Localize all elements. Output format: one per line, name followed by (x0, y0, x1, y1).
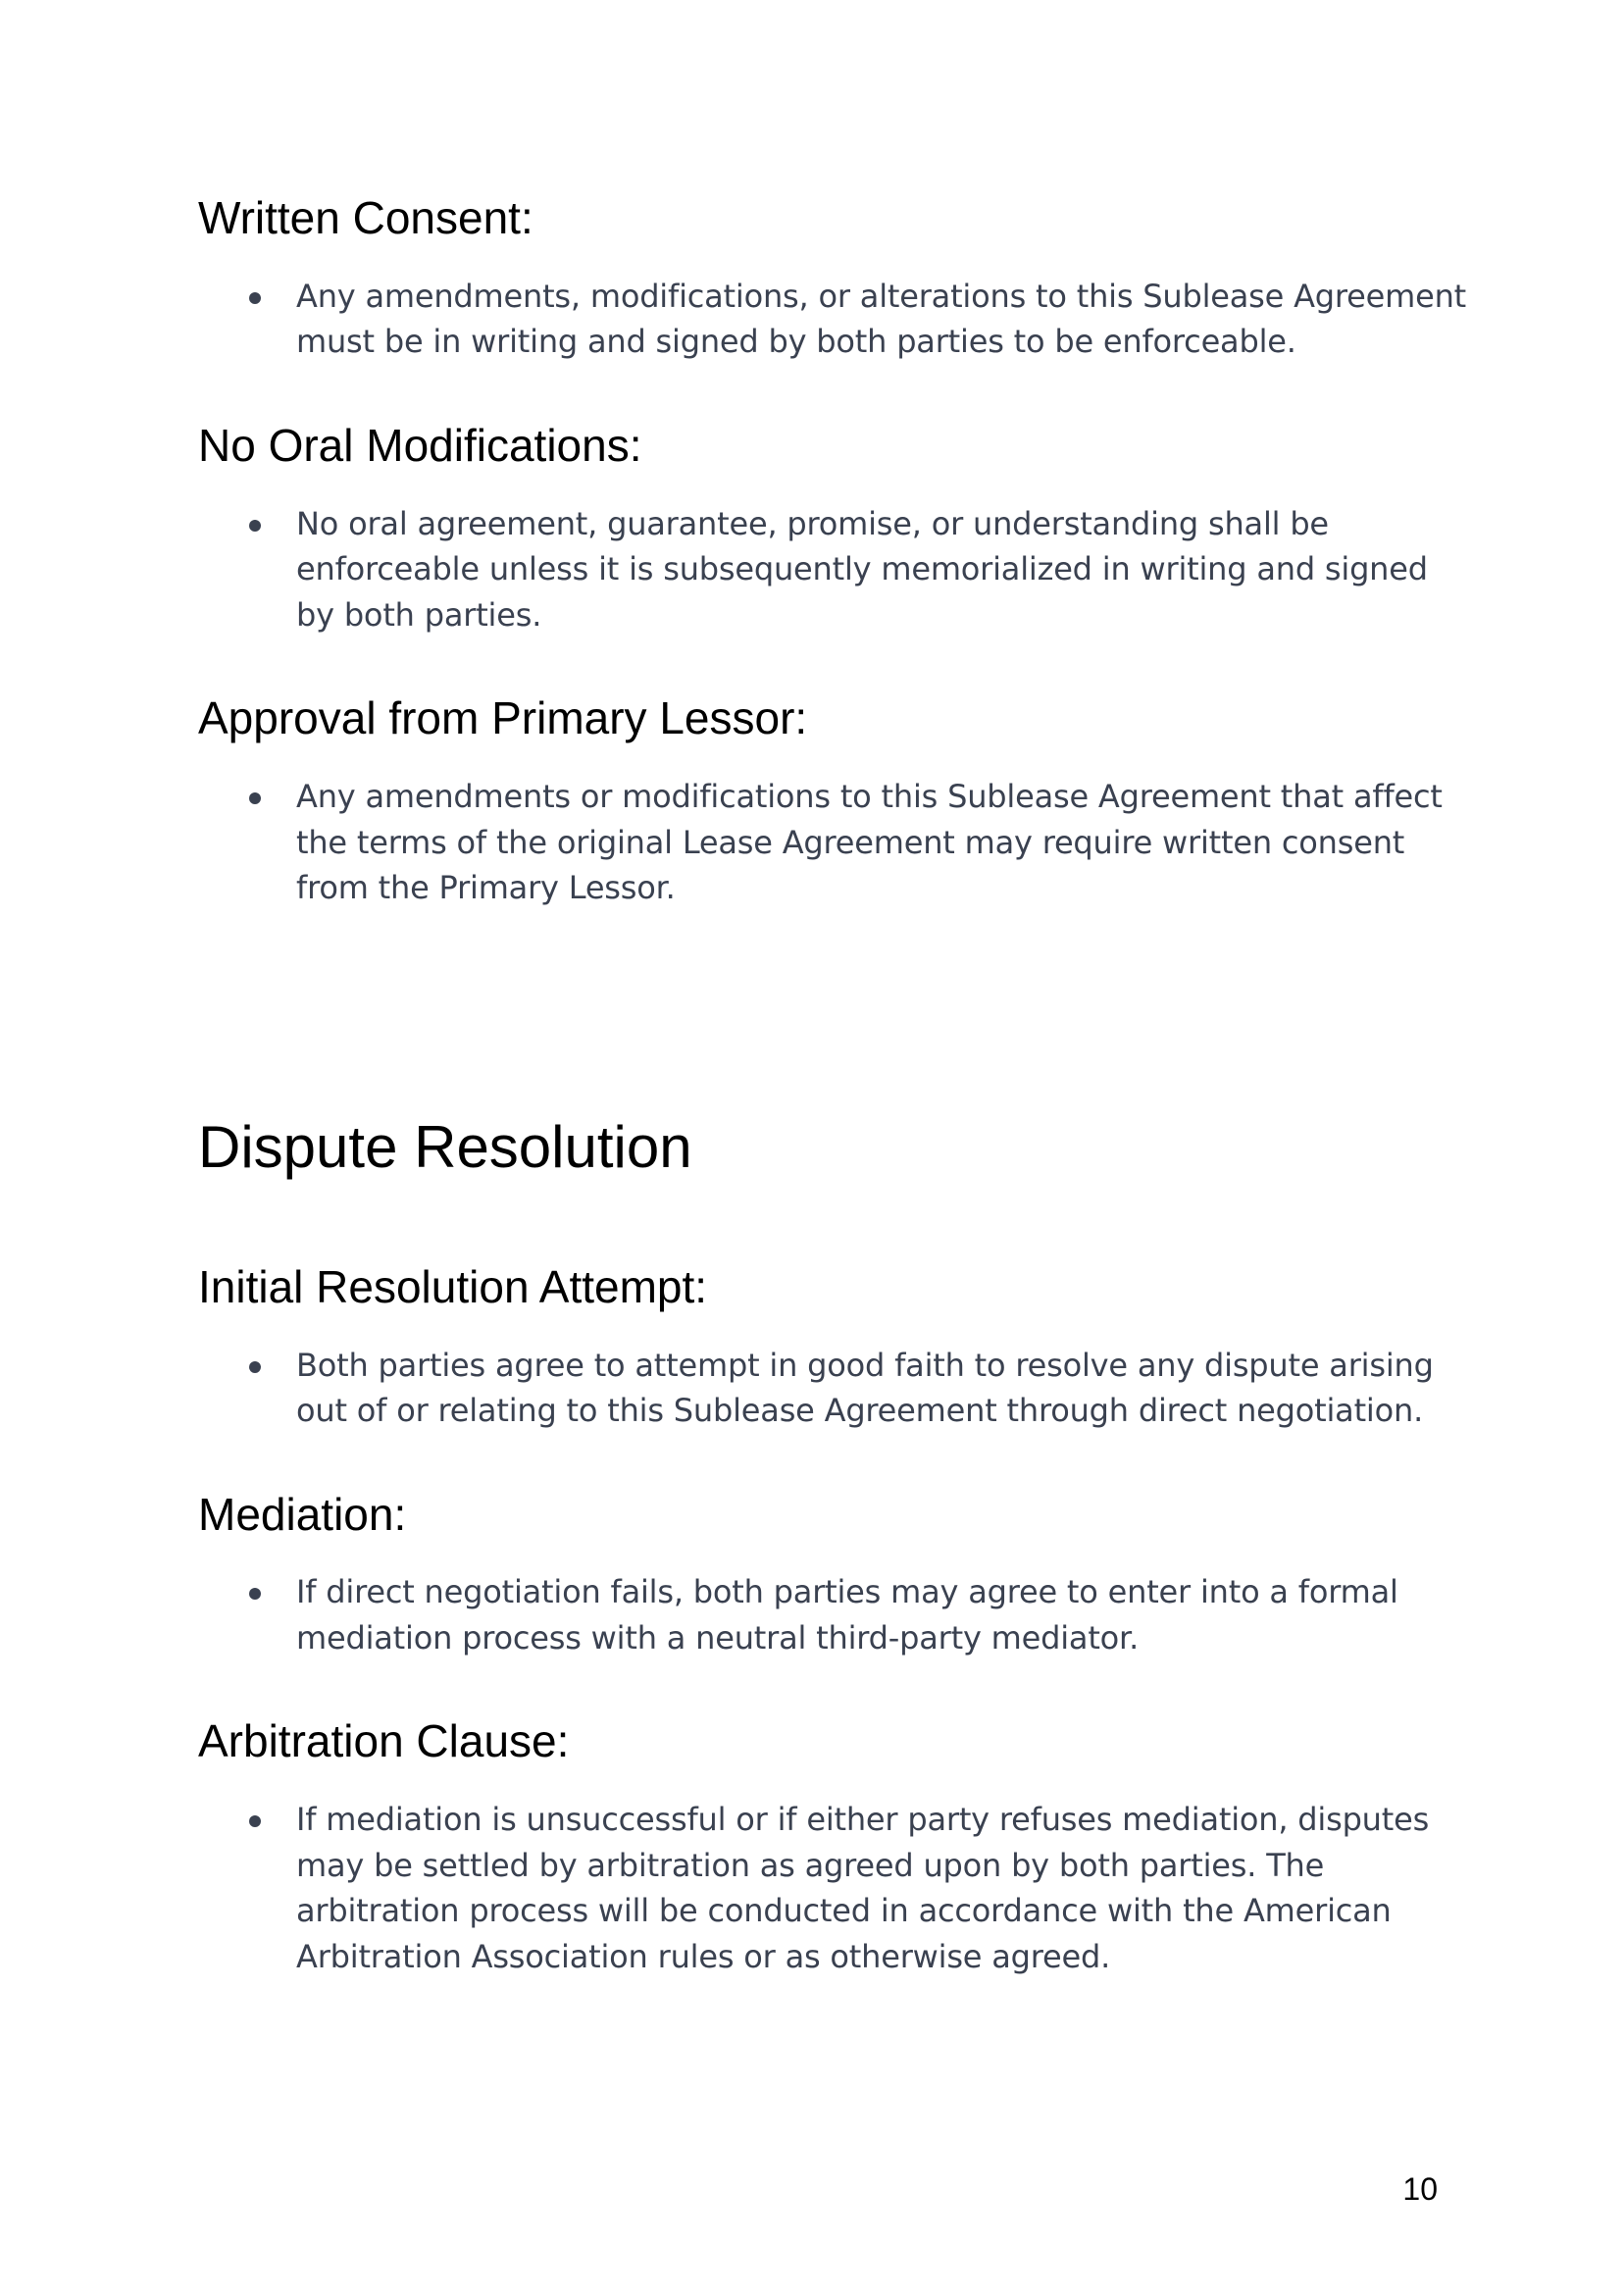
bullet-list (198, 274, 1473, 365)
bullet-text: No oral agreement, guarantee, promise, or understanding shall be enforceable unless it is subsequently memorialized in writing and signed by both parties. (296, 504, 1428, 634)
bullet-icon (249, 1361, 261, 1373)
bullet-text: Both parties agree to attempt in good faith to resolve any dispute arising out of or relating to this Sublease Agreement through direct negotiation. (296, 1346, 1434, 1430)
subhead-mediation: Mediation: (198, 1488, 407, 1540)
bullet-text: Any amendments or modifications to this Sublease Agreement that affect the terms of the original Lease Agreement may require written consent from the Primary Lessor. (296, 778, 1443, 907)
list-item (198, 1343, 1473, 1434)
bullet-text: If direct negotiation fails, both parties may agree to enter into a formal mediation process with a neutral third-party mediator. (296, 1573, 1398, 1657)
bullet-icon (249, 1815, 261, 1827)
bullet-list (198, 774, 1473, 911)
bullet-text: Any amendments, modifications, or alterations to this Sublease Agreement must be in writing and signed by both parties to be enforceable. (296, 277, 1467, 361)
list-item (198, 1797, 1473, 1979)
bullet-list (198, 501, 1473, 638)
list-item (198, 274, 1473, 365)
bullet-icon (249, 1588, 261, 1600)
subhead-written-consent: Written Consent: (198, 192, 533, 243)
bullet-icon (249, 292, 261, 304)
section-title: Dispute Resolution (198, 1113, 692, 1180)
section-spacer (198, 966, 1473, 1113)
bullet-text: If mediation is unsuccessful or if either party refuses mediation, disputes may be settled by arbitration as agreed upon by both parties. The arbitration process will be conducted in accordance with the American Arbitration Association rules or as otherwise agreed. (296, 1801, 1430, 1975)
bullet-icon (249, 792, 261, 804)
bullet-icon (249, 520, 261, 532)
bullet-list (198, 1569, 1473, 1660)
dispute-resolution-section (198, 1113, 1473, 1980)
bullet-list (198, 1797, 1473, 1979)
bullet-list (198, 1343, 1473, 1434)
subhead-approval-primary-lessor: Approval from Primary Lessor: (198, 692, 808, 744)
amendments-section (198, 192, 1473, 911)
subhead-no-oral-modifications: No Oral Modifications: (198, 419, 642, 471)
page-content (198, 192, 1473, 2034)
list-item (198, 774, 1473, 911)
page-number: 10 (1402, 2171, 1438, 2207)
list-item (198, 1569, 1473, 1660)
subhead-arbitration-clause: Arbitration Clause: (198, 1715, 570, 1767)
list-item (198, 501, 1473, 638)
subhead-initial-resolution: Initial Resolution Attempt: (198, 1260, 708, 1312)
